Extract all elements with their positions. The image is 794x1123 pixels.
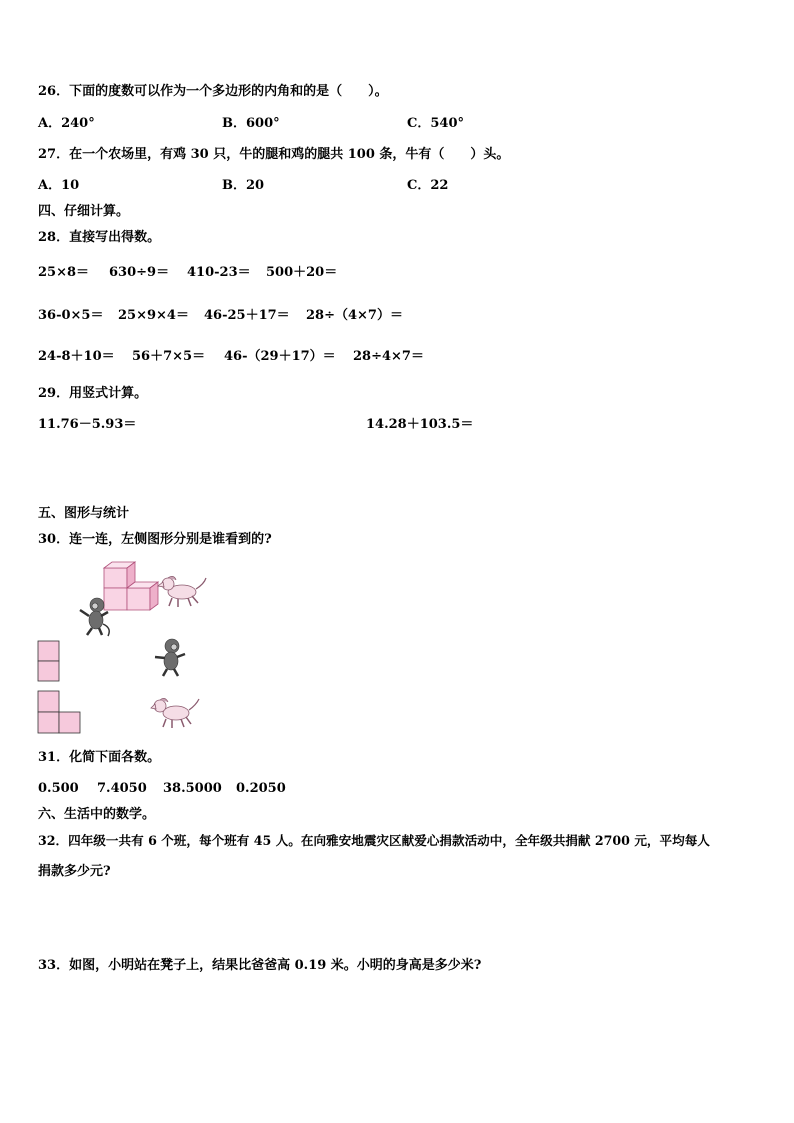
q30-option-monkey: [150, 637, 190, 677]
q27-option-b: B．20: [222, 178, 265, 193]
q28-row2-item: 36-0×5＝: [38, 308, 104, 323]
q28-row3-item: 28÷4×7＝: [353, 349, 424, 364]
q26-stem: 26．下面的度数可以作为一个多边形的内角和的是（ ）。: [38, 84, 388, 99]
q31-number: 0.500: [38, 781, 79, 796]
q28-row3-item: 24-8＋10＝: [38, 349, 115, 364]
q30-cube-scene: [70, 556, 215, 640]
q28-row2-item: 46-25＋17＝: [204, 308, 290, 323]
q29-stem: 29．用竖式计算。: [38, 386, 148, 401]
q28-stem: 28．直接写出得数。: [38, 230, 161, 245]
q28-row1-item: 410-23＝: [187, 265, 251, 280]
section-6-heading: 六、生活中的数学。: [38, 807, 156, 822]
q28-row1-item: 500＋20＝: [266, 265, 338, 280]
q27-option-a: A．10: [38, 178, 80, 193]
q28-row1-item: 630÷9＝: [109, 265, 170, 280]
q30-stem: 30．连一连，左侧图形分别是谁看到的?: [38, 532, 272, 547]
q30-view-two-stacked-squares: [37, 640, 67, 682]
q31-number: 7.4050: [97, 781, 147, 796]
q29-expression-1: 11.76－5.93＝: [38, 417, 137, 432]
q28-row3-item: 46-（29＋17）＝: [224, 349, 336, 364]
q32-line-2: 捐款多少元?: [38, 864, 111, 879]
q27-stem: 27．在一个农场里，有鸡 30 只，牛的腿和鸡的腿共 100 条，牛有（ ）头。: [38, 147, 510, 162]
q31-number: 0.2050: [236, 781, 286, 796]
dog-icon: [151, 698, 199, 728]
q31-number: 38.5000: [163, 781, 222, 796]
q32-line-1: 32．四年级一共有 6 个班，每个班有 45 人。在向雅安地震灾区献爱心捐款活动中，全年级共捐献 2700 元，平均每人: [38, 833, 710, 848]
q26-option-a: A．240°: [38, 116, 95, 131]
dog-icon: [158, 576, 206, 607]
section-4-heading: 四、仔细计算。: [38, 204, 130, 219]
q29-expression-2: 14.28＋103.5＝: [366, 417, 474, 432]
q30-option-dog: [150, 695, 202, 731]
q26-option-c: C．540°: [407, 116, 464, 131]
q28-row1-item: 25×8＝: [38, 265, 90, 280]
q27-option-c: C．22: [407, 178, 449, 193]
q30-view-l-shape: [37, 690, 85, 734]
q31-stem: 31．化简下面各数。: [38, 750, 161, 765]
q28-row2-item: 25×9×4＝: [118, 308, 189, 323]
q28-row2-item: 28÷（4×7）＝: [306, 308, 403, 323]
monkey-icon: [155, 639, 185, 676]
q26-option-b: B．600°: [222, 116, 280, 131]
q33-stem: 33．如图，小明站在凳子上，结果比爸爸高 0.19 米。小明的身高是多少米?: [38, 958, 482, 973]
section-5-heading: 五、图形与统计: [38, 506, 130, 521]
q28-row3-item: 56＋7×5＝: [132, 349, 206, 364]
cube-stack-drawing: [104, 562, 158, 610]
